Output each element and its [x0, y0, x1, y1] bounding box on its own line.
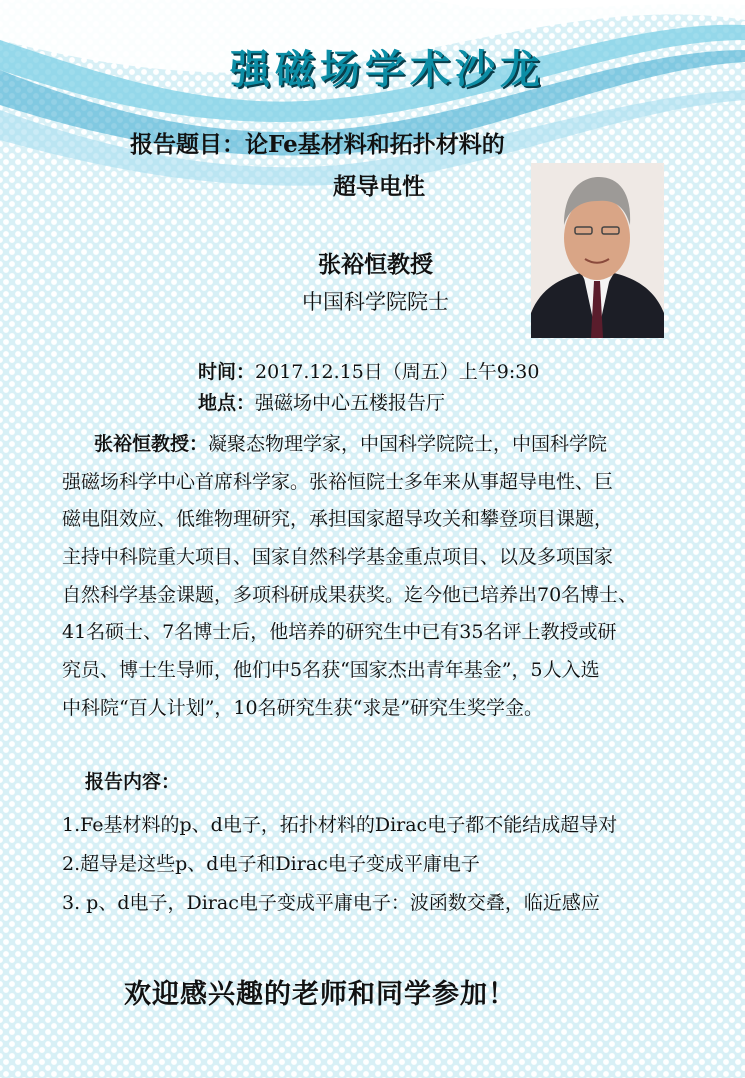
- speaker-bio: [62, 426, 722, 728]
- bio-line: 强磁场科学中心首席科学家。张裕恒院士多年来从事超导电性、巨: [62, 470, 614, 493]
- salon-title: 强磁场学术沙龙: [230, 47, 545, 93]
- content-list: [62, 806, 617, 923]
- report-title-line2: 超导电性: [333, 173, 425, 200]
- report-title-line1: [130, 126, 505, 159]
- place-label: 地点：: [198, 392, 256, 414]
- content-item: 1.Fe基材料的p、d电子，拓扑材料的Dirac电子都不能结成超导对: [62, 814, 618, 836]
- speaker-title: 中国科学院院士: [302, 290, 449, 314]
- bio-line: 究员、博士生导师，他们中5名获“国家杰出青年基金”，5人入选: [62, 659, 600, 682]
- report-title-text: 论Fe基材料和拓扑材料的: [245, 131, 505, 158]
- bio-line: 磁电阻效应、低维物理研究，承担国家超导攻关和攀登项目课题，: [62, 508, 614, 531]
- bio-line: 中科院“百人计划”，10名研究生获“求是”研究生奖学金。: [62, 696, 544, 719]
- bio-line: 主持中科院重大项目、国家自然科学基金重点项目、以及多项国家: [62, 546, 614, 569]
- speaker-name: 张裕恒教授: [318, 251, 433, 278]
- content-heading: 报告内容：: [85, 771, 181, 793]
- welcome-message: 欢迎感兴趣的老师和同学参加！: [124, 979, 516, 1010]
- event-place: [198, 388, 445, 415]
- content-item: 3. p、d电子，Dirac电子变成平庸电子：波函数交叠，临近感应: [62, 892, 600, 914]
- bio-line: 自然科学基金课题，多项科研成果获奖。迄今他已培养出70名博士、: [62, 583, 638, 606]
- bio-line: 41名硕士、7名博士后，他培养的研究生中已有35名评上教授或研: [62, 621, 617, 644]
- time-label: 时间：: [198, 361, 256, 383]
- bio-line-text: 凝聚态物理学家，中国科学院院士，中国科学院: [208, 433, 608, 455]
- content-item: 2.超导是这些p、d电子和Dirac电子变成平庸电子: [62, 853, 480, 875]
- report-title-label: 报告题目：: [130, 131, 245, 158]
- event-time: [198, 357, 539, 384]
- time-value: 2017.12.15日（周五）上午9:30: [255, 361, 540, 383]
- bio-line: [62, 426, 722, 464]
- bio-name-label: 张裕恒教授：: [94, 433, 209, 455]
- speaker-photo: [531, 163, 664, 338]
- place-value: 强磁场中心五楼报告厅: [255, 392, 446, 414]
